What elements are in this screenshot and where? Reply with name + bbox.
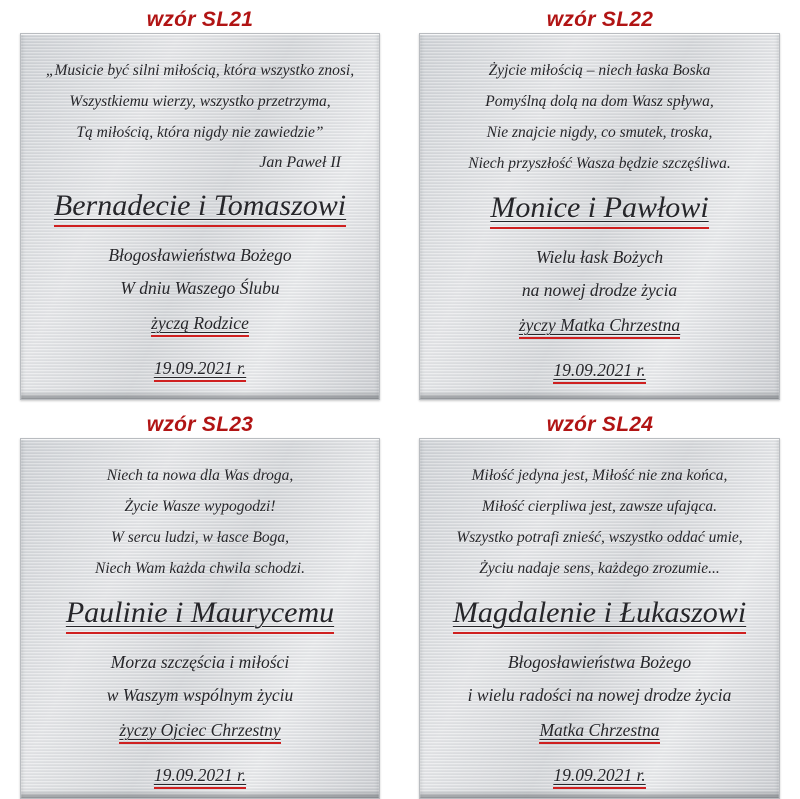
couple-names-text: Monice i Pawłowi [490, 191, 708, 229]
couple-names-text: Bernadecie i Tomaszowi [54, 189, 346, 227]
date-line [154, 356, 246, 380]
quote-line: Pomyślną dolą na dom Wasz spływa, [485, 93, 714, 110]
quote-line: W sercu ludzi, w łasce Boga, [110, 529, 290, 546]
date-line [553, 358, 645, 382]
design-panel-sl23 [0, 400, 400, 799]
plaque-image-sl21[interactable] [20, 33, 380, 400]
design-panel-sl24 [400, 400, 800, 799]
signature-text: życzy Ojciec Chrzestny [119, 720, 280, 744]
wish-line: na nowej drodze życia [521, 280, 678, 300]
quote-line: Niech przyszłość Wasza będzie szczęśliwa. [468, 155, 731, 172]
plaque-content-sl24 [420, 439, 779, 798]
wish-line: Wielu łask Bożych [535, 247, 664, 267]
plaque-image-sl24[interactable] [419, 438, 780, 799]
quote-line: Wszystkiemu wierzy, wszystko przetrzyma, [69, 93, 331, 110]
wish-line: w Waszym wspólnym życiu [106, 685, 294, 705]
signature-text: Matka Chrzestna [539, 720, 659, 744]
quote-line: Wszystko potrafi znieść, wszystko oddać umie, [456, 529, 743, 546]
design-panel-sl22 [400, 0, 800, 400]
signature-line [519, 309, 680, 342]
signature-line [119, 714, 280, 747]
quote-line: Niech Wam każda chwila schodzi. [95, 560, 305, 577]
signature-line [539, 714, 659, 747]
quote-line: Żyjcie miłością – niech łaska Boska [488, 62, 711, 79]
quote-line: Niech ta nowa dla Was droga, [106, 467, 294, 484]
signature-line [151, 307, 249, 340]
panel-title-sl24: wzór SL24 [546, 413, 654, 436]
signature-text: życzy Matka Chrzestna [519, 315, 680, 339]
quote-line: Życiu nadaje sens, każdego zrozumie... [479, 560, 720, 577]
couple-names [54, 185, 346, 227]
date-line [154, 763, 246, 787]
couple-names-text: Magdalenie i Łukaszowi [453, 596, 746, 634]
quote-line: Miłość jedyna jest, Miłość nie zna końca, [471, 467, 728, 484]
wish-line: Błogosławieństwa Bożego [507, 652, 692, 672]
design-panel-sl21 [0, 0, 400, 400]
quote-line: Życie Wasze wypogodzi! [124, 498, 276, 515]
date-text: 19.09.2021 r. [553, 360, 645, 384]
couple-names [453, 592, 746, 634]
panel-title-sl22: wzór SL22 [546, 8, 654, 31]
signature-text: życzą Rodzice [151, 313, 249, 337]
wish-line: Błogosławieństwa Bożego [108, 245, 292, 265]
panel-title-sl21: wzór SL21 [146, 8, 254, 31]
quote-line: Miłość cierpliwa jest, zawsze ufająca. [481, 498, 718, 515]
quote-line: Tą miłością, która nigdy nie zawiedzie” [76, 124, 324, 141]
date-line [553, 763, 645, 787]
plaque-image-sl23[interactable] [20, 438, 380, 799]
plaque-image-sl22[interactable] [419, 33, 780, 400]
wish-line: W dniu Waszego Ślubu [120, 278, 280, 298]
wish-line: Morza szczęścia i miłości [110, 652, 290, 672]
quote-line: „Musicie być silni miłością, która wszystko znosi, [45, 62, 355, 79]
couple-names-text: Paulinie i Maurycemu [66, 596, 334, 634]
date-text: 19.09.2021 r. [154, 765, 246, 789]
quote-attribution: Jan Paweł II [259, 154, 341, 171]
couple-names [490, 187, 708, 229]
plaque-content-sl21 [21, 34, 379, 399]
date-text: 19.09.2021 r. [553, 765, 645, 789]
wish-line: i wielu radości na nowej drodze życia [467, 685, 732, 705]
date-text: 19.09.2021 r. [154, 358, 246, 382]
couple-names [66, 592, 334, 634]
quote-line: Nie znajcie nigdy, co smutek, troska, [486, 124, 713, 141]
plaque-content-sl22 [420, 34, 779, 399]
panel-title-sl23: wzór SL23 [146, 413, 254, 436]
plaque-content-sl23 [21, 439, 379, 798]
